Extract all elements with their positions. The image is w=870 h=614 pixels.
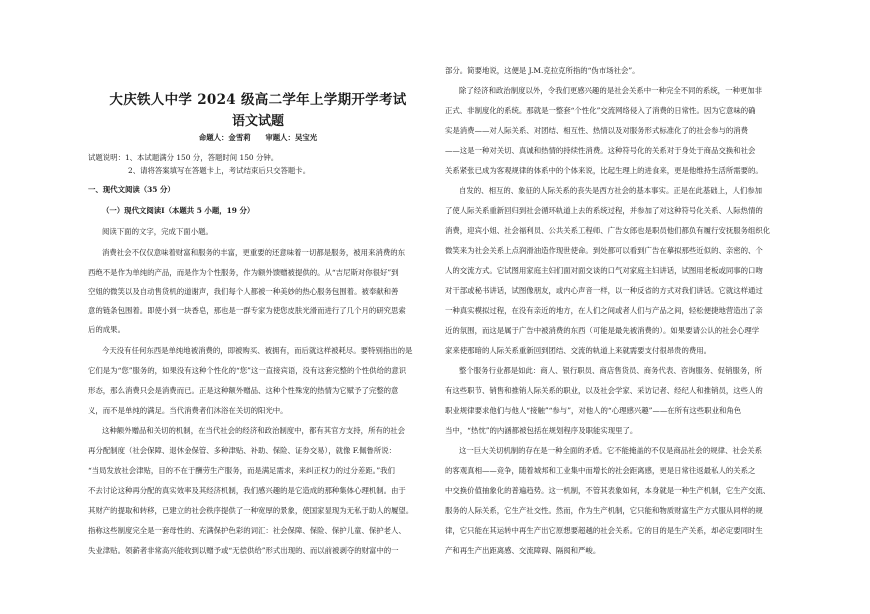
instruction-1: 试题说明：1、本试题满分 150 分，答题时间 150 分钟。: [88, 153, 279, 162]
passage-line: 的客观真相——竞争，随着城邦和工业集中而增长的社会距离感，更是日常往返最私人的关系之: [445, 466, 756, 475]
passage-line: 不去讨论这种再分配的真实效率及其经济机制，我们感兴趣的是它造成的那种集体心理机制。由于: [88, 486, 406, 495]
passage-line: 义，而不是单纯的满足。当代消费者们沐浴在关切的阳光中。: [88, 406, 288, 415]
passage-line: 自发的、相互的、象征的人际关系的丧失是西方社会的基本事实。正是在此基础上，人们参加: [459, 186, 763, 195]
exam-title: 大庆铁人中学 2024 级高二学年上学期开学考试: [109, 92, 407, 108]
section-subheading: （一）现代文阅读Ⅰ（本题共 5 小题，19 分）: [102, 206, 255, 215]
passage-line: 中交换价值抽象化的普遍趋势。这一机制，不管其表象如何，本身就是一种生产机制，它生产交流、: [445, 486, 771, 495]
section-heading: 一、现代文阅读（35 分）: [88, 185, 175, 194]
passage-line: 失业津贴。领薪者非常高兴能收到以赠予或“无偿供给”形式出现的、而以前被剥夺的财富中的一: [88, 546, 399, 555]
reading-prompt: 阅读下面的文字，完成下面小题。: [102, 227, 213, 236]
passage-line: 再分配制度（社会保障、退休金保管、多种津贴、补助、保险、证券交易），就像 F.佩鲁所说：: [88, 446, 396, 455]
passage-line: 关系紧张已成为客观规律的体系中的个体来说，比起生理上的进食来，更是他维持生活所需要的。: [445, 166, 763, 175]
passage-line: 空姐的微笑以及自动售货机的道谢声，我们每个人都被一种美妙的热心服务包围着。被奉献和善: [88, 287, 399, 296]
passage-line: 意的链条包围着。即使小到一块香皂，那也是一群专家为使您皮肤光滑而进行了几个月的研究思索: [88, 306, 406, 315]
passage-line: 一种真实模拟过程，在没有亲近的地方，在人们之间或者人们与产品之间，轻松便捷地营造出了亲: [445, 306, 763, 315]
passage-line: 消费，迎宾小姐、社会福利员、公共关系工程师、广告女郎也是职员他们都负有履行安抚服务组织化: [445, 226, 771, 235]
passage-line: 部分。简要地说，这便是 J.M.克拉克所指的“伪市场社会”。: [445, 66, 640, 75]
passage-line: 除了经济和政治制度以外，令我们更感兴趣的是社会关系中一种完全不同的系统，一种更加非: [459, 86, 763, 95]
passage-line: 服务的人际关系，它生产社交性。然而，作为生产机制，它只能和物质财富生产方式服从同样的规: [445, 506, 763, 515]
passage-line: 产和再生产出距离感、交流障碍、隔阂和严峻。: [445, 546, 601, 555]
passage-line: 正式、非制度化的系统。那就是一整套“个性化”交流网络侵入了消费的日常性。因为它意味的确: [445, 106, 756, 115]
passage-line: 微笑来为社会关系上点润滑油造作现世使命。到处都可以看到广告在摹拟那些近似的、亲密的、个: [445, 246, 763, 255]
passage-line: 它们是为“您”服务的，如果没有这种个性化的“您”这一直接宾语，没有这套完整的个性供给的意识: [88, 366, 407, 375]
passage-line: 有这些职节、销售和推销人际关系的职业，以及社会学家、采访记者、经纪人和推销员，这些人的: [445, 386, 763, 395]
passage-line: 后的成果。: [88, 325, 125, 334]
instruction-2: 2、请将答案填写在答题卡上，考试结束后只交答题卡。: [128, 166, 311, 175]
passage-line: 指称这些制度完全是一套母性的、充满保护色彩的词汇：社会保障、保险、保护儿童、保护老人、: [88, 526, 406, 535]
passage-line: 近的氛围，而这是属于广告中被消费的东西（可能是最先被消费的）。如果要请公认的社会心理学: [445, 326, 760, 335]
passage-line: “当局发放社会津贴，目的不在于酬劳生产服务，而是满足需求，来纠正权力的过分差距。”我们: [88, 466, 395, 475]
passage-line: 这种额外赠品和关切的机制，在当代社会的经济和政治制度中，都有其官方支持，所有的社会: [102, 426, 406, 435]
passage-line: 实是消费——对人际关系、对团结、相互性、热情以及对服务形式标准化了的社会参与的消费: [445, 126, 749, 135]
passage-line: 家来使那暗的人际关系重新回到团结、交流的轨道上来就需要支付很昂贵的费用。: [445, 346, 712, 355]
passage-line: 西绝不是作为单纯的产品，而是作为个性服务，作为额外馈赠被提供的。从“吉尼斯对你很好”到: [88, 268, 399, 277]
passage-line: 形态，那么消费只会是消费而已。正是这种额外赠品、这种个性殊宠的热情为它赋予了完整的意: [88, 386, 399, 395]
authors-line: 命题人：金雪莉 审题人：吴宝光: [198, 133, 318, 142]
passage-line: 当中，“热忱”的内涵都被包括在规划程序及职能实现里了。: [445, 426, 638, 435]
passage-line: 其财产的提取和转移，已建立的社会秩序提供了一种宽厚的景象，使国家显现为无私于助人的履望。: [88, 506, 414, 515]
passage-line: 今天没有任何东西是单纯地被消费的，即被购买、被拥有，而后就这样被耗尽。要特别指出的是: [102, 346, 413, 355]
passage-line: 这一巨大关切机制的存在是一种全面的矛盾。它不能掩盖的不仅是商品社会的规律、社会关系: [459, 446, 763, 455]
exam-subtitle: 语文试题: [231, 114, 284, 129]
passage-line: ——这是一种对关切、真诚和热情的持续性消费。这种符号化的关系对于身处于商品交换和社会: [445, 146, 756, 155]
passage-line: 职业规律要求他们与他人“接触”“参与”，对他人的“心理感兴趣”——在所有这些职业和角色: [445, 406, 742, 415]
passage-line: 消费社会不仅仅意味着财富和服务的丰富，更重要的还意味着一切都是服务，被用来消费的东: [102, 248, 406, 257]
passage-line: 律，它只能在其运转中再生产出它原想要超越的社会关系。它的目的是生产关系，却必定要同时生: [445, 526, 763, 535]
passage-line: 对干部或秘书讲话，试图像朋友，或内心声音一样，以一种反省的方式对我们讲话。它就这样通过: [445, 286, 763, 295]
passage-line: 整个服务行业都是如此：商人、银行职员、商店售货员、商务代表、咨询服务、促销服务，所: [459, 366, 763, 375]
passage-line: 了使人际关系重新回归到社会循环轨道上去的系统过程，并参加了对这种符号化关系、人际热情的: [445, 206, 763, 215]
passage-line: 人的交流方式。它试图用家庭主妇们面对面交谈的口气对家庭主妇讲话，试图用老板或同事的口吻: [445, 266, 763, 275]
